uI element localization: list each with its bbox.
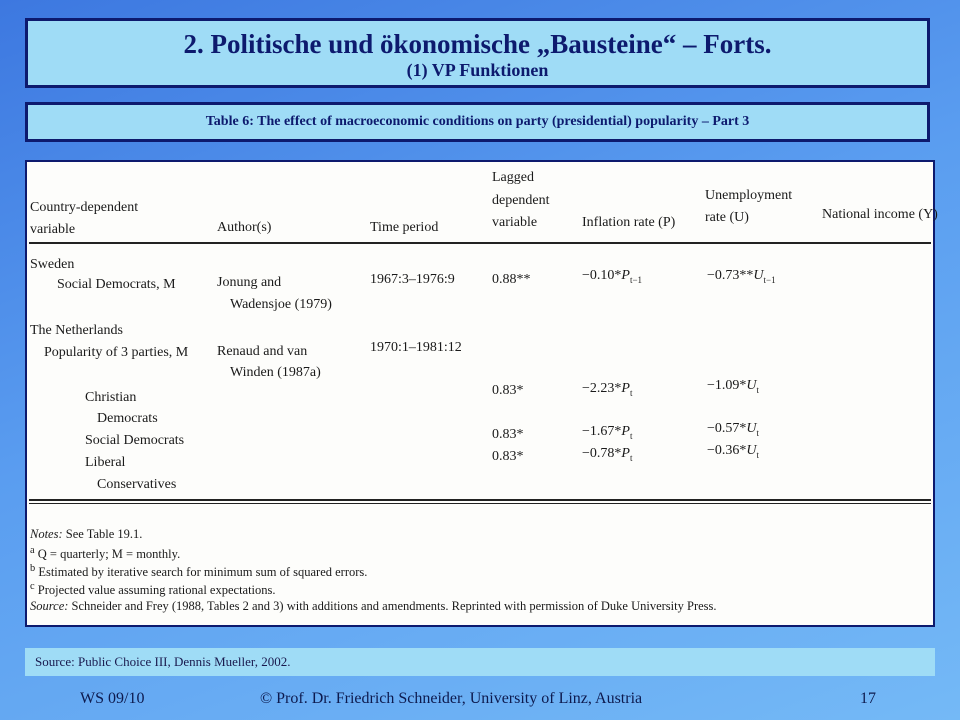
row-lc-label-1: Liberal — [85, 455, 126, 470]
row-sd-inflation-var: P — [621, 424, 630, 439]
row-lc-unemp — [707, 443, 759, 463]
row-cd-inflation-var: P — [621, 381, 630, 396]
row-nl-party: Popularity of 3 parties, M — [44, 345, 189, 360]
header-lagged-2: dependent — [492, 193, 550, 208]
source-line: Source: Public Choice III, Dennis Mueller, 2002. — [25, 648, 935, 676]
header-period: Time period — [370, 220, 439, 235]
row-cd-inflation-value: −2.23* — [582, 381, 622, 396]
row-sweden-inflation-value: −0.10* — [582, 268, 622, 283]
row-sweden-party: Social Democrats, M — [57, 277, 176, 292]
footer-semester: WS 09/10 — [80, 690, 145, 707]
header-unemp-1: Unemployment — [705, 188, 793, 203]
row-lc-unemp-sub: t — [756, 449, 760, 460]
header-country-2: variable — [30, 222, 76, 237]
row-sweden-unemp-sub: t−1 — [763, 274, 776, 285]
row-nl-author-2: Winden (1987a) — [230, 365, 321, 380]
row-cd-unemp-sub: t — [756, 384, 760, 395]
row-lc-unemp-var: U — [746, 443, 757, 458]
header-country-1: Country-dependent — [30, 200, 139, 215]
header-inflation: Inflation rate (P) — [582, 215, 676, 230]
footer-page-number: 17 — [860, 690, 876, 707]
row-sd-unemp — [707, 421, 759, 441]
header-unemp-2: rate (U) — [705, 210, 749, 225]
notes-label: Notes: — [30, 527, 63, 541]
row-nl-author-1: Renaud and van — [217, 344, 308, 359]
note-source-text: Schneider and Frey (1988, Tables 2 and 3) with additions and amendments. Reprinted with permission of Duke University Press. — [71, 599, 717, 613]
row-cd-inflation-sub: t — [629, 387, 633, 398]
row-lc-inflation-value: −0.78* — [582, 446, 622, 461]
row-sweden-inflation-sub: t−1 — [629, 274, 643, 285]
row-sweden-inflation — [582, 268, 642, 288]
footer-copyright: © Prof. Dr. Friedrich Schneider, University of Linz, Austria — [260, 690, 643, 707]
row-sd-inflation-sub: t — [629, 430, 633, 441]
row-sd-inflation-value: −1.67* — [582, 424, 622, 439]
row-cd-label-2: Democrats — [97, 411, 158, 426]
row-sd-unemp-var: U — [746, 421, 757, 436]
row-sd-unemp-value: −0.57* — [707, 421, 747, 436]
row-lc-inflation-var: P — [621, 446, 630, 461]
row-sweden-author-1: Jonung and — [217, 275, 282, 290]
table-bottom-rule-1 — [29, 499, 931, 501]
note-b-mark: b — [30, 563, 36, 574]
row-cd-unemp-var: U — [746, 378, 757, 393]
row-lc-inflation-sub: t — [629, 452, 633, 463]
header-income: National income (Y) — [822, 207, 938, 222]
slide-subtitle: (1) VP Funktionen — [406, 60, 549, 80]
row-sweden-unemp — [707, 268, 776, 288]
row-nl-period: 1970:1–1981:12 — [370, 340, 462, 355]
row-sd-inflation — [582, 424, 632, 444]
note-a — [30, 544, 180, 561]
notes-line — [30, 527, 142, 541]
row-sd-label: Social Democrats — [85, 433, 185, 448]
note-c-mark: c — [30, 581, 35, 592]
row-lc-inflation — [582, 446, 632, 466]
slide-title: 2. Politische und ökonomische „Bausteine“ – Forts. — [183, 29, 772, 59]
header-rule — [29, 242, 931, 244]
row-sd-lagged: 0.83* — [492, 427, 524, 442]
row-sweden-lagged: 0.88** — [492, 272, 531, 287]
table-bottom-rule-2 — [29, 503, 931, 504]
row-lc-unemp-value: −0.36* — [707, 443, 747, 458]
slide-title-box — [25, 18, 930, 88]
note-source-label: Source: — [30, 599, 69, 613]
row-lc-lagged: 0.83* — [492, 449, 524, 464]
row-cd-inflation — [582, 381, 632, 401]
note-a-mark: a — [30, 545, 35, 556]
header-lagged-3: variable — [492, 215, 538, 230]
row-cd-unemp — [707, 378, 759, 398]
notes-text: See Table 19.1. — [65, 527, 143, 541]
row-nl-country: The Netherlands — [30, 323, 123, 338]
note-c-text: Projected value assuming rational expectations. — [37, 583, 276, 598]
row-sweden-period: 1967:3–1976:9 — [370, 272, 455, 287]
row-sweden-inflation-var: P — [621, 268, 630, 283]
table-caption: Table 6: The effect of macroeconomic conditions on party (presidential) popularity – Part 3 — [25, 102, 930, 142]
row-sd-unemp-sub: t — [756, 427, 760, 438]
header-lagged-1: Lagged — [492, 170, 534, 185]
header-author: Author(s) — [217, 220, 272, 235]
row-cd-label-1: Christian — [85, 390, 137, 405]
note-a-text: Q = quarterly; M = monthly. — [37, 547, 181, 562]
note-b-text: Estimated by iterative search for minimum sum of squared errors. — [38, 565, 368, 580]
note-source — [30, 599, 717, 613]
row-cd-lagged: 0.83* — [492, 383, 524, 398]
note-b — [30, 562, 367, 579]
note-c — [30, 580, 276, 597]
row-sweden-author-2: Wadensjoe (1979) — [230, 297, 332, 312]
row-sweden-unemp-value: −0.73** — [707, 268, 754, 283]
row-sweden-unemp-var: U — [753, 268, 764, 283]
row-cd-unemp-value: −1.09* — [707, 378, 747, 393]
table-image — [25, 160, 938, 627]
row-sweden-country: Sweden — [30, 257, 75, 272]
row-lc-label-2: Conservatives — [97, 477, 177, 492]
